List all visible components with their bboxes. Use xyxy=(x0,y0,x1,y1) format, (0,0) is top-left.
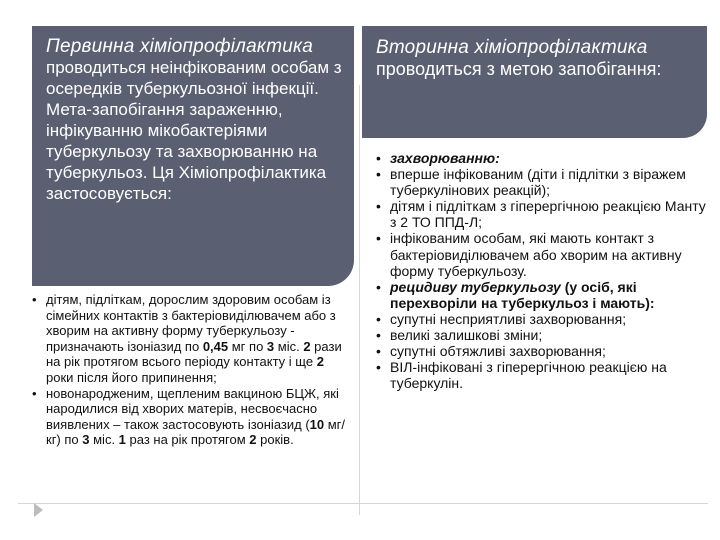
list-item: • ВІЛ-інфіковані з гіперергічною реакцією на туберкулін. xyxy=(376,359,706,391)
list-item: • новонародженим, щепленим вакциною БЦЖ, які народилися від хворих матерів, несвоєчасно виявлених – також застосовують ізоніазид (10 мг/кг) по 3 міс. 1 раз на рік протягом 2 років. xyxy=(32,386,352,448)
corner-arrow-icon xyxy=(34,503,43,517)
primary-title: Первинна хіміопрофілактика xyxy=(46,36,313,57)
list-item: • захворюванню: xyxy=(376,150,706,166)
primary-description: проводиться неінфікованим особам з осередків туберкульозної інфекції. Мета-запобігання зараженню, інфікуванню мікобактеріями туберкульозу та захворюванню на туберкульоз. Ця Хіміопрофілактика застосовується: xyxy=(46,58,342,203)
secondary-title: Вторинна хіміопрофілактика xyxy=(376,37,648,58)
vertical-divider xyxy=(359,85,360,515)
bottom-divider xyxy=(18,503,708,504)
list-item: • інфікованим особам, які мають контакт з бактеріовиділювачем або хворим на активну форму туберкульозу. xyxy=(376,230,706,278)
list-item: • дітям і підліткам з гіперергічною реакцією Манту з 2 ТО ППД-Л; xyxy=(376,198,706,230)
list-item: • супутні обтяжливі захворювання; xyxy=(376,343,706,359)
list-item: • дітям, підліткам, дорослим здоровим особам із сімейних контактів з бактеріовиділювачем або з хворим на активну форму туберкульозу - призначають ізоніазид по 0,45 мг по 3 міс. 2 рази на рік протягом всього періоду контакту і ще 2 роки після його припинення; xyxy=(32,292,352,386)
primary-list xyxy=(32,292,352,448)
secondary-header-box xyxy=(362,26,707,138)
list-item: • рецидиву туберкульозу (у осіб, які перехворіли на туберкульоз і мають): xyxy=(376,279,706,311)
list-item: • супутні несприятливі захворювання; xyxy=(376,311,706,327)
secondary-list xyxy=(376,150,706,391)
list-item: • великі залишкові зміни; xyxy=(376,327,706,343)
list-item: • вперше інфікованим (діти і підлітки з віражем туберкулінових реакцій); xyxy=(376,166,706,198)
primary-header-box xyxy=(32,26,354,286)
secondary-description: проводиться з метою запобігання: xyxy=(376,59,662,79)
